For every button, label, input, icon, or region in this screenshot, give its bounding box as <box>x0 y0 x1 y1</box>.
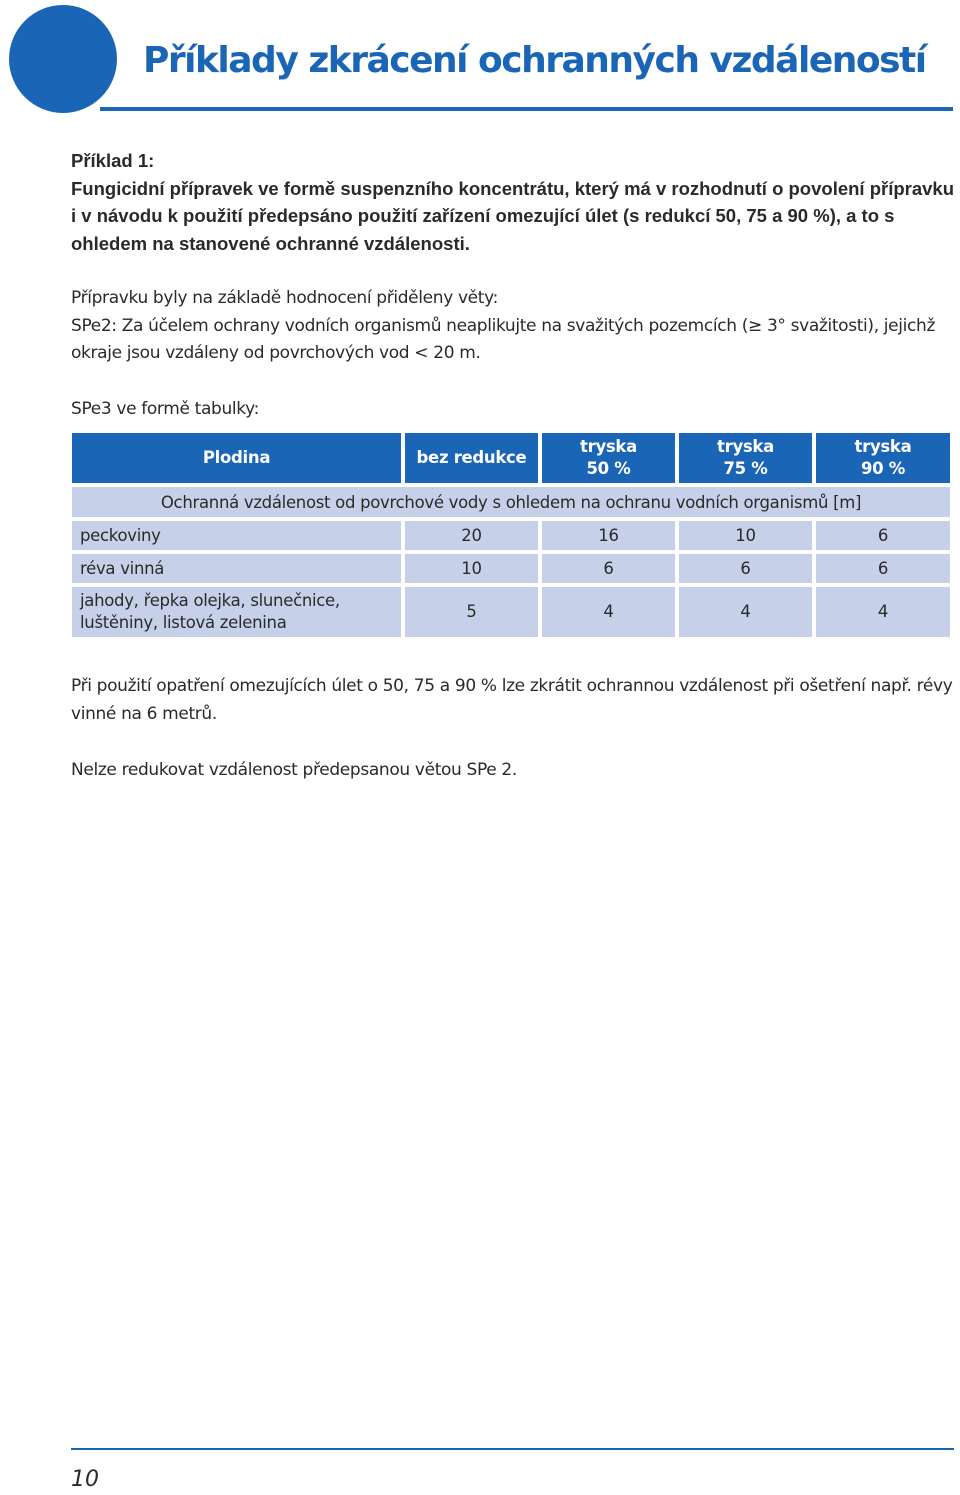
phrases-block <box>71 285 956 368</box>
cell-nozzle-75: 6 <box>679 554 812 583</box>
cell-no-reduction: 10 <box>405 554 538 583</box>
header-nozzle-50-line2: 50 % <box>586 459 631 478</box>
spe2-phrase: SPe2: Za účelem ochrany vodních organismů neaplikujte na svažitých pozemcích (≥ 3° svažitosti), jejichž okraje jsou vzdáleny od povrchových vod < 20 m. <box>71 315 936 363</box>
table-header-row <box>72 433 950 483</box>
cell-nozzle-75: 4 <box>679 587 812 637</box>
example-label: Příklad 1: <box>71 150 155 171</box>
cell-crop <box>72 587 401 637</box>
table-row <box>72 587 950 637</box>
table-subheader: Ochranná vzdálenost od povrchové vody s ohledem na ochranu vodních organismů [m] <box>72 487 950 517</box>
title-underline <box>100 107 953 111</box>
header-nozzle-50-line1: tryska <box>580 437 637 456</box>
table-subheader-row <box>72 487 950 517</box>
header-nozzle-50 <box>542 433 675 483</box>
cell-nozzle-90: 6 <box>816 521 950 550</box>
cell-crop-line1: jahody, řepka olejka, slunečnice, <box>80 591 340 610</box>
page-number: 10 <box>71 1467 99 1492</box>
cell-nozzle-90: 6 <box>816 554 950 583</box>
header-nozzle-75 <box>679 433 812 483</box>
phrases-intro: Přípravku byly na základě hodnocení přiděleny věty: <box>71 288 498 308</box>
cell-nozzle-50: 6 <box>542 554 675 583</box>
decorative-blue-circle <box>9 5 117 113</box>
page-title: Příklady zkrácení ochranných vzdáleností <box>143 40 926 81</box>
cell-no-reduction: 20 <box>405 521 538 550</box>
conclusion-first: Při použití opatření omezujících úlet o 50, 75 a 90 % lze zkrátit ochrannou vzdálenost při ošetření např. révy vinné na 6 metrů. <box>71 676 953 724</box>
header-crop: Plodina <box>72 433 401 483</box>
cell-no-reduction: 5 <box>405 587 538 637</box>
footer-rule <box>71 1448 954 1450</box>
header-no-reduction: bez redukce <box>405 433 538 483</box>
spe3-table <box>68 429 954 641</box>
cell-nozzle-75: 10 <box>679 521 812 550</box>
header-nozzle-75-line2: 75 % <box>723 459 768 478</box>
table-row <box>72 554 950 583</box>
cell-nozzle-50: 16 <box>542 521 675 550</box>
conclusion-second: Nelze redukovat vzdálenost předepsanou větou SPe 2. <box>71 760 517 780</box>
header-nozzle-90-line1: tryska <box>854 437 912 456</box>
spe3-intro: SPe3 ve formě tabulky: <box>71 399 259 419</box>
cell-nozzle-90: 4 <box>816 587 950 637</box>
cell-nozzle-50: 4 <box>542 587 675 637</box>
example-text: Fungicidní přípravek ve formě suspenzního koncentrátu, který má v rozhodnutí o povolení přípravku i v návodu k použití předepsáno použití zařízení omezující úlet (s redukcí 50, 75 a 90 %), a to s ohledem na stanovené ochranné vzdálenosti. <box>71 177 955 254</box>
header-nozzle-90-line2: 90 % <box>860 459 906 478</box>
cell-crop-line2: luštěniny, listová zelenina <box>80 613 287 632</box>
example-block <box>71 147 956 257</box>
header-nozzle-75-line1: tryska <box>717 437 774 456</box>
header-nozzle-90 <box>816 433 950 483</box>
cell-crop: peckoviny <box>72 521 401 550</box>
table-row <box>72 521 950 550</box>
cell-crop: réva vinná <box>72 554 401 583</box>
